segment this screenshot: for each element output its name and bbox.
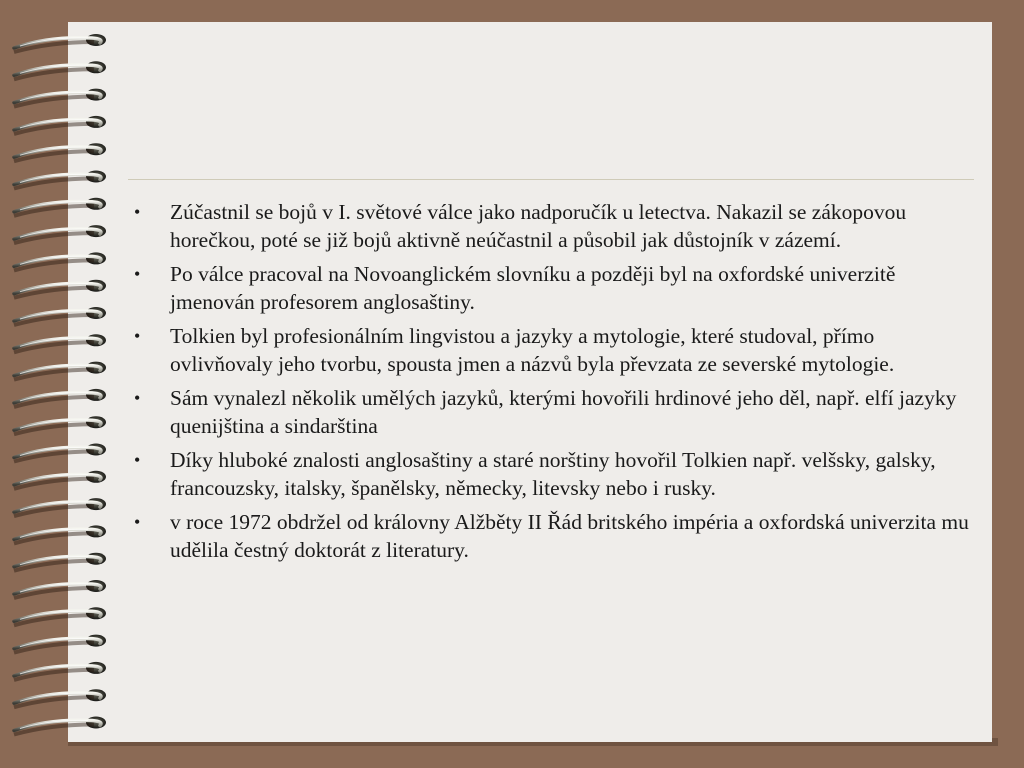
bullet-text: Díky hluboké znalosti anglosaštiny a staré norštiny hovořil Tolkien např. velšsky, galsky, francouzsky, italsky, španělsky, německy, litevsky nebo i rusky.	[170, 448, 936, 500]
bullet-icon: •	[134, 450, 141, 470]
spiral-ring	[14, 61, 106, 79]
spiral-ring	[14, 635, 106, 653]
spiral-ring	[14, 334, 106, 352]
spiral-ring	[14, 280, 106, 298]
spiral-ring	[14, 444, 106, 462]
bullet-item	[130, 198, 970, 254]
bullet-item	[130, 322, 970, 378]
spiral-ring	[14, 362, 106, 380]
bullet-icon: •	[134, 512, 141, 532]
spiral-ring	[14, 89, 106, 107]
title-divider-line	[128, 179, 974, 180]
spiral-ring	[14, 689, 106, 707]
spiral-ring	[14, 34, 106, 52]
spiral-ring	[14, 525, 106, 543]
spiral-ring	[14, 171, 106, 189]
bullet-text: v roce 1972 obdržel od královny Alžběty II Řád britského impéria a oxfordská univerzita mu udělila čestný doktorát z literatury.	[170, 510, 969, 562]
spiral-ring	[14, 225, 106, 243]
bullet-item	[130, 508, 970, 564]
bullet-list	[130, 198, 970, 564]
spiral-ring	[14, 607, 106, 625]
spiral-ring	[14, 717, 106, 735]
spiral-ring	[14, 307, 106, 325]
slide-content	[130, 198, 970, 570]
spiral-ring	[14, 389, 106, 407]
bullet-icon: •	[134, 264, 141, 284]
bullet-item	[130, 384, 970, 440]
spiral-ring	[14, 471, 106, 489]
spiral-binding-icon	[0, 0, 140, 768]
spiral-ring	[14, 498, 106, 516]
spiral-ring	[14, 252, 106, 270]
bullet-item	[130, 446, 970, 502]
spiral-ring	[14, 116, 106, 134]
bullet-icon: •	[134, 388, 141, 408]
bullet-text: Po válce pracoval na Novoanglickém slovníku a později byl na oxfordské univerzitě jmenován profesorem anglosaštiny.	[170, 262, 896, 314]
bullet-text: Sám vynalezl několik umělých jazyků, kterými hovořili hrdinové jeho děl, např. elfí jazyky quenijština a sindarština	[170, 386, 957, 438]
bullet-icon: •	[134, 202, 141, 222]
spiral-ring	[14, 198, 106, 216]
spiral-ring	[14, 416, 106, 434]
spiral-ring	[14, 553, 106, 571]
bullet-icon: •	[134, 326, 141, 346]
spiral-ring	[14, 662, 106, 680]
spiral-ring	[14, 143, 106, 161]
bullet-item	[130, 260, 970, 316]
bullet-text: Zúčastnil se bojů v I. světové válce jako nadporučík u letectva. Nakazil se zákopovou horečkou, poté se již bojů aktivně neúčastnil a působil jak důstojník v zázemí.	[170, 200, 907, 252]
spiral-ring	[14, 580, 106, 598]
bullet-text: Tolkien byl profesionálním lingvistou a jazyky a mytologie, které studoval, přímo ovlivňovaly jeho tvorbu, spousta jmen a názvů byla převzata ze severské mytologie.	[170, 324, 895, 376]
